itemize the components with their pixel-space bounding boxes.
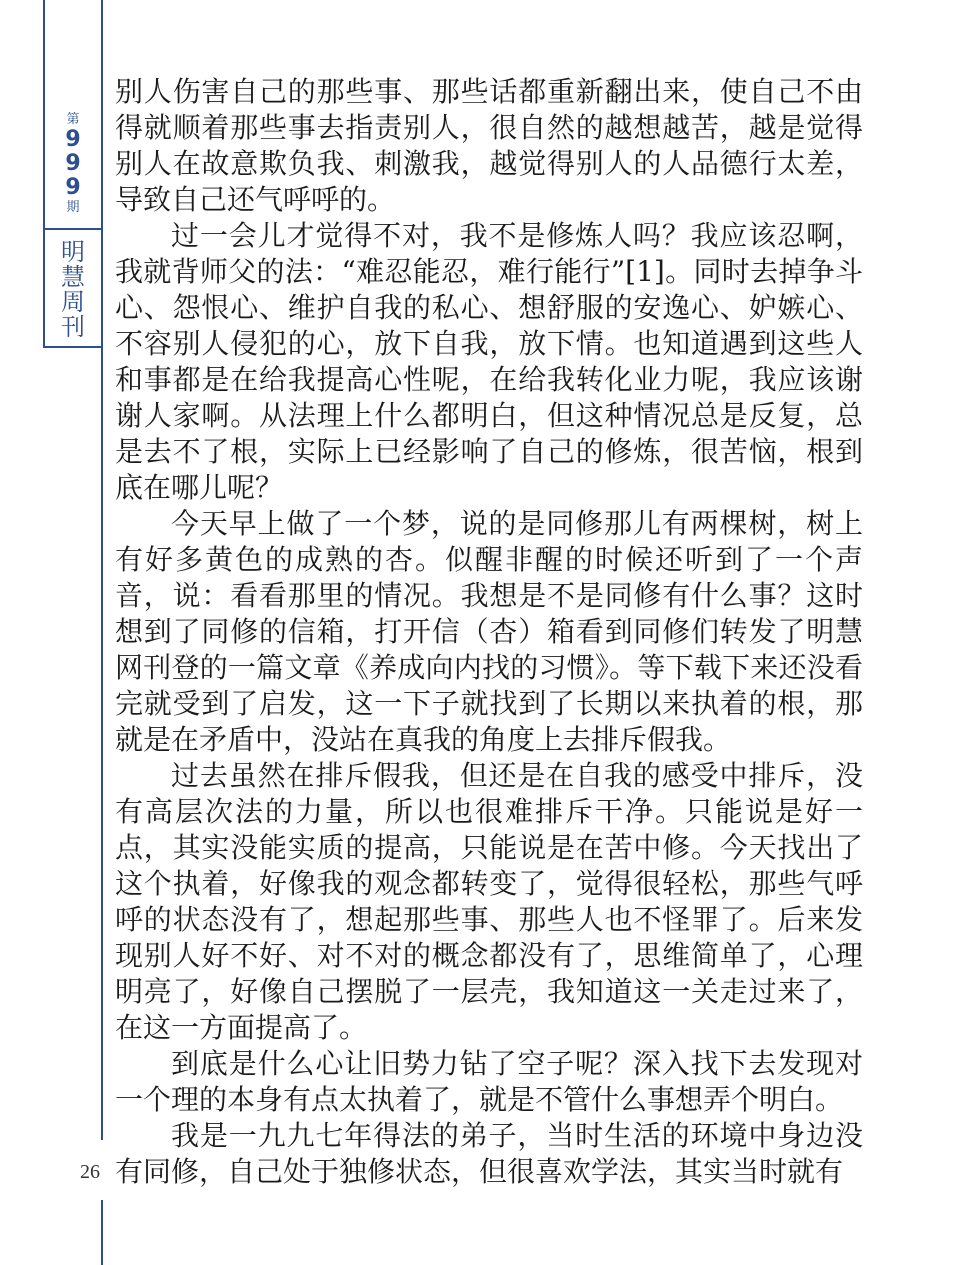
sidebar-divider bbox=[43, 346, 101, 348]
vertical-rule-top bbox=[101, 0, 103, 1140]
issue-sidebar bbox=[43, 0, 101, 348]
sidebar-divider bbox=[43, 228, 101, 230]
magazine-name-char: 刊 bbox=[61, 313, 85, 341]
vertical-rule-bottom bbox=[101, 1200, 103, 1265]
magazine-name-char: 明 bbox=[61, 238, 85, 266]
issue-digit: 9 bbox=[65, 127, 81, 152]
magazine-name bbox=[45, 240, 101, 340]
issue-digit: 9 bbox=[65, 175, 81, 200]
issue-digit: 9 bbox=[65, 151, 81, 176]
issue-prefix: 第 bbox=[66, 112, 80, 127]
magazine-name-char: 周 bbox=[61, 288, 85, 316]
paragraph: 到底是什么心让旧势力钻了空子呢？深入找下去发现对一个理的本身有点太执着了，就是不管什么事想弄个明白。 bbox=[115, 1047, 863, 1116]
page-number: 26 bbox=[80, 1161, 100, 1183]
issue-suffix: 期 bbox=[66, 200, 80, 215]
magazine-name-char: 慧 bbox=[61, 263, 85, 291]
article-body bbox=[115, 74, 863, 1190]
paragraph: 我是一九九七年得法的弟子，当时生活的环境中身边没有同修，自己处于独修状态，但很喜欢学法，其实当时就有 bbox=[115, 1119, 863, 1188]
paragraph: 过去虽然在排斥假我，但还是在自我的感受中排斥，没有高层次法的力量，所以也很难排斥干净。只能说是好一点，其实没能实质的提高，只能说是在苦中修。今天找出了这个执着，好像我的观念都转变了，觉得很轻松，那些气呼呼的状态没有了，想起那些事、那些人也不怪罪了。后来发现别人好不好、对不对的概念都没有了，思维简单了，心理明亮了，好像自己摆脱了一层壳，我知道这一关走过来了，在这一方面提高了。 bbox=[115, 759, 863, 1044]
paragraph: 过一会儿才觉得不对，我不是修炼人吗？我应该忍啊，我就背师父的法：“难忍能忍，难行能行”[1]。同时去掉争斗心、怨恨心、维护自我的私心、想舒服的安逸心、妒嫉心、不容别人侵犯的心，放下自我，放下情。也知道遇到这些人和事都是在给我提高心性呢，在给我转化业力呢，我应该谢谢人家啊。从法理上什么都明白，但这种情况总是反复，总是去不了根，实际上已经影响了自己的修炼，很苦恼，根到底在哪儿呢？ bbox=[115, 219, 863, 504]
paragraph: 今天早上做了一个梦，说的是同修那儿有两棵树，树上有好多黄色的成熟的杏。似醒非醒的时候还听到了一个声音，说：看看那里的情况。我想是不是同修有什么事？这时想到了同修的信箱，打开信（杏）箱看到同修们转发了明慧网刊登的一篇文章《养成向内找的习惯》。等下载下来还没看完就受到了启发，这一下子就找到了长期以来执着的根，那就是在矛盾中，没站在真我的角度上去排斥假我。 bbox=[115, 507, 863, 756]
issue-number bbox=[45, 112, 101, 216]
paragraph: 别人伤害自己的那些事、那些话都重新翻出来，使自己不由得就顺着那些事去指责别人，很自然的越想越苦，越是觉得别人在故意欺负我、刺激我，越觉得别人的人品德行太差，导致自己还气呼呼的。 bbox=[115, 75, 863, 216]
